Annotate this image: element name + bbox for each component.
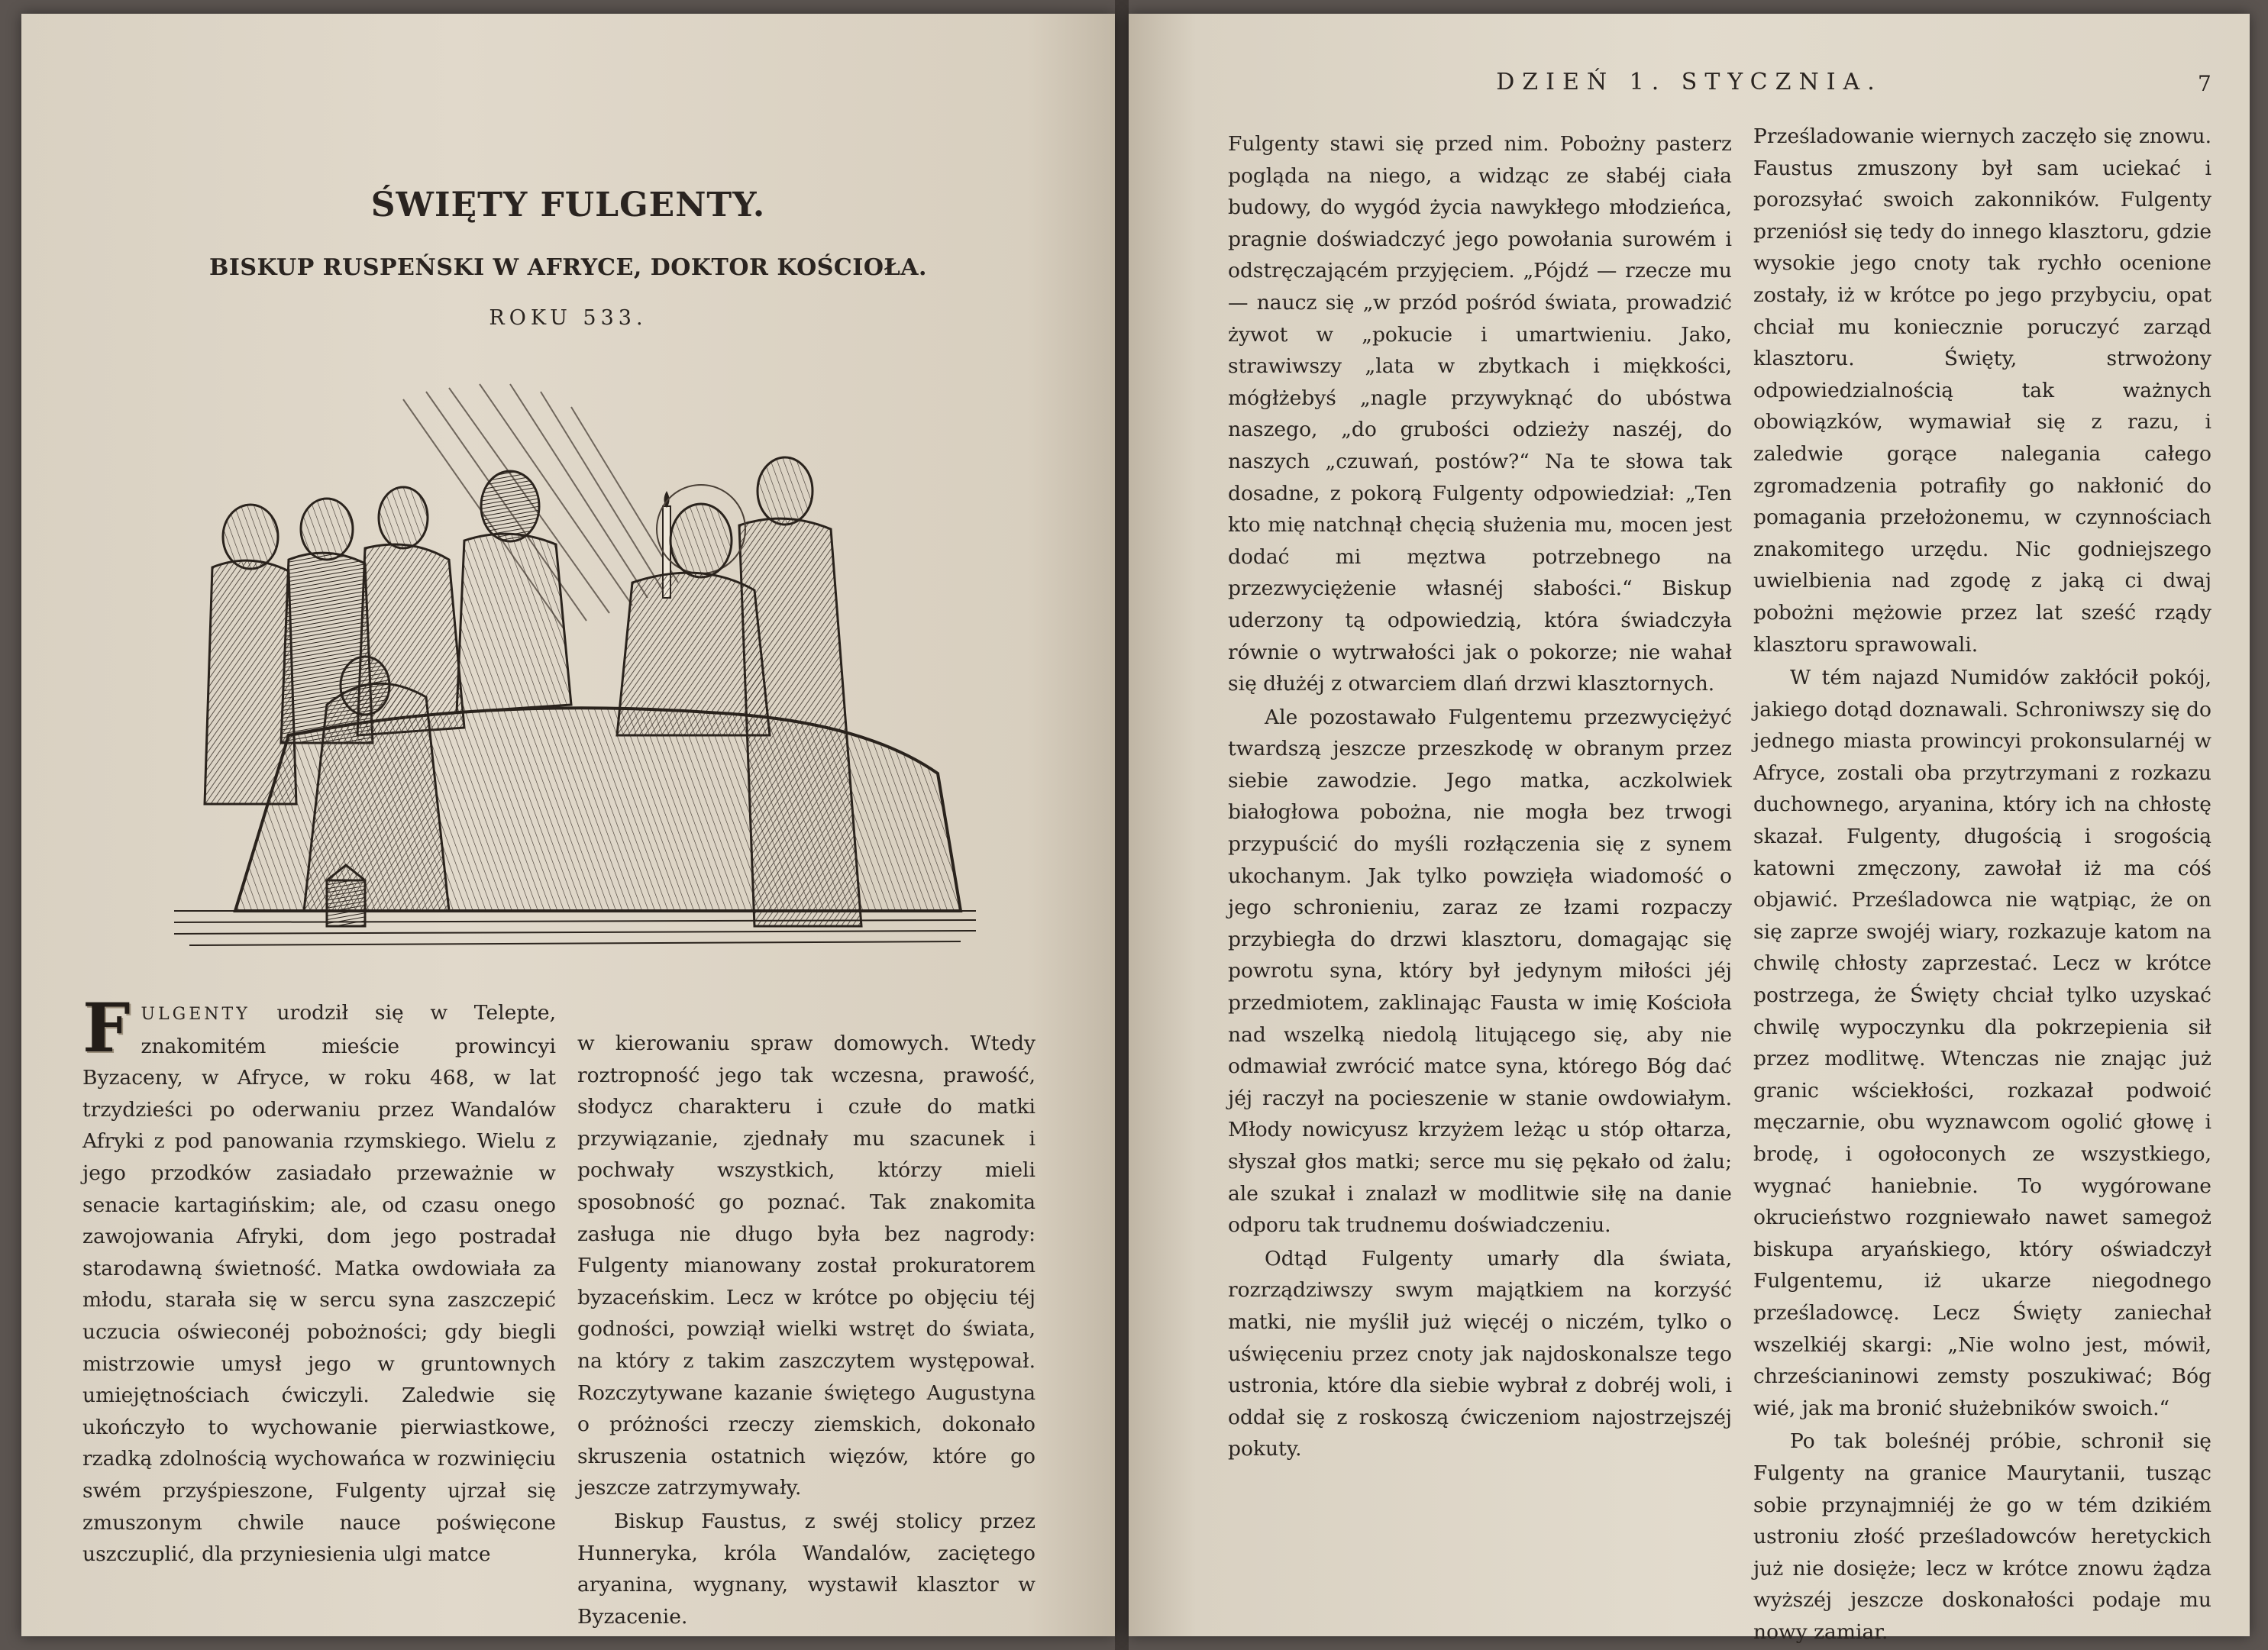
book-gutter	[1115, 0, 1129, 1650]
paragraph: Odtąd Fulgenty umarły dla świata, rozrządziwszy swym majątkiem na korzyść matki, nie myślił już więcéj o niczém, tylko o uświęceniu przez cnoty jak najdoskonalsze tego ustronia, które dla siebie wybrał z dobréj woli, i oddał się z roskoszą ćwiczeniom najostrzejszéj pokuty.	[1228, 1246, 1732, 1461]
paragraph: Ale pozostawało Fulgentemu przezwyciężyć twardszą jeszcze przeszkodę w obranym przez siebie zawodzie. Jego matka, aczkolwiek białogłowa pobożna, nie mogła bez trwogi przypuścić do myśli rozłączenia się z synem ukochanym. Jak tylko powzięła wiadomość o jego schronieniu, zaraz ze łzami rozpaczy przybiegła do drzwi klasztoru, domagając się powrotu syna, który był jedynym miłości jéj przedmiotem, zaklinając Fausta w imię Kościoła nad wszelką niedolą litującego się, aby nie odmawiał zwrócić matce syna, którego Bóg dać jéj raczył na pocieszenie w stanie owdowiałym. Młody nowicyusz krzyżem leżąc u stóp ołtarza, słyszał głos matki; serce mu się pękało od żalu; ale szukał i znalazł w modlitwie siłę na danie odporu tak trudnemu doświadczeniu.	[1228, 705, 1732, 1238]
left-column-1	[82, 988, 556, 1571]
kneeling-figure-head	[341, 657, 389, 715]
right-column-2	[1753, 121, 2211, 1648]
chapter-subtitle: BISKUP RUSPEŃSKI W AFRYCE, DOKTOR KOŚCIOŁA.	[209, 254, 927, 281]
opening-word: ULGENTY	[141, 1005, 250, 1024]
paragraph: w kierowaniu spraw domowych. Wtedy roztropność jego tak wczesna, prawość, słodycz charakteru i czułe do matki przywiązanie, zjednały mu szacunek i pochwały wszystkich, którzy mieli sposobność go poznać. Tak znakomita zasługa nie długo była bez nagrody: Fulgenty mianowany został prokuratorem byzaceńskim. Lecz w krótce po objęciu téj godności, powziął wielki wstręt do świata, na który z takim zaszczytem występował. Rozczytywane kazanie świętego Augustyna o próżności rzeczy ziemskich, dokonało skruszenia ostatnich więzów, które go jeszcze zatrzymywały.	[577, 1032, 1035, 1500]
opening-paragraph	[82, 988, 556, 1571]
paragraph-text: urodził się w Telepte, znakomitém mieście prowincyi Byzaceny, w Afryce, w roku 468, w lat trzydzieści po oderwaniu przez Wandalów Afryki z pod panowania rzymskiego. Wielu z jego przodków zasiadało przeważnie w senacie kartagińskim; ale, od czasu onego zawojowania Afryki, dom jego postradał starodawną świetność. Matka owdowiała za młodu, starała się w sercu syna zaszczepić uczucia oświeconéj pobożności; gdy biegli mistrzowie umysł jego w gruntownych umiejętnościach ćwiczyli. Zaledwie się ukończyło to wychowanie pierwiastkowe, rzadką zdolnością wychowańca w rozwinięciu swém przyśpieszone, Fulgenty ujrzał się zmuszonym chwile nauce poświęcone uszczuplić, dla przyniesienia ulgi matce	[82, 1001, 556, 1567]
paragraph: Biskup Faustus, z swéj stolicy przez Hunneryka, króla Wandalów, zaciętego aryanina, wygnany, wystawił klasztor w Byzacenie.	[577, 1509, 1035, 1629]
right-column-1	[1228, 128, 1732, 1465]
kneeling-figure	[304, 683, 449, 911]
drop-cap-letter: F	[82, 988, 131, 1067]
left-column-2	[577, 1028, 1035, 1632]
paragraph: Po tak boleśnéj próbie, schronił się Fulgenty na granice Maurytanii, tusząc sobie przynajmniéj że go w tém dzikiém ustroniu złość prześladowców heretyckich już nie dosięże; lecz w krótce znowu żądza wyższéj jeszcze doskonałości podaje mu nowy zamiar.	[1753, 1429, 2211, 1644]
left-page	[21, 14, 1115, 1636]
paragraph: W tém najazd Numidów zakłócił pokój, jakiego dotąd doznawali. Schroniwszy się do jednego miasta prowincyi prokonsularnéj w Afryce, zostali oba przytrzymani z rozkazu duchownego, aryanina, który ich na chłostę skazał. Fulgenty, długością i srogością katowni zmęczony, zawołał iż ma cóś objawić. Prześladowca nie wątpiąc, że on się zaprze swojéj wiary, rozkazuje katom na chwilę chłosty zaprzestać. Lecz w krótce postrzega, że Święty chciał tylko uzyskać chwilę wypoczynku dla pokrzepienia sił przez modlitwę. Wtenczas nie znając już granic wściekłości, rozkazał podwoić męczarnie, obu wyznawcom ogolić głowę i brodę, i ogołoconych ze wszystkiego, wygnać haniebnie. To wygórowane okrucieństwo rozgniewało nawet samegoż biskupa aryańskiego, który oświadczył Fulgentemu, iż ukarze niegodnego prześladowcę. Lecz Święty zaniechał wszelkiéj skargi: „Nie wolno jest, mówił, chrześcianinowi zemsty poszukiwać; Bóg wié, jak ma bronić służebników swoich.“	[1753, 666, 2211, 1420]
running-head: DZIEŃ 1. STYCZNIA.	[1496, 69, 1882, 95]
chapter-title: ŚWIĘTY FULGENTY.	[370, 186, 766, 224]
paragraph: Fulgenty stawi się przed nim. Pobożny pasterz pogląda na niego, a widząc ze słabéj ciała budowy, do wygód życia nawykłego młodzieńca, pragnie doświadczyć jego powołania surowém i odstręczającém przyjęciem. „Pójdź — rzecze mu — naucz się „w przód pośród świata, prowadzić żywot w „pokucie i umartwieniu. Jako, strawiwszy „lata w zbytkach i miękkości, mógłżebyś „nagle przywyknąć do ubóstwa naszego, „do grubości odzieży naszéj, do naszych „czuwań, postów?“ Na te słowa tak dosadne, z pokorą Fulgenty odpowiedział: „Ten kto mię natchnął chęcią służenia mu, mocen jest dodać mi męztwa potrzebnego na przezwyciężenie własnéj słabości.“ Biskup uderzony tą odpowiedzią, która świadczyła równie o wytrwałości jak o pokorze; nie wahał się dłużéj z otwarciem dlań drzwi klasztornych.	[1228, 132, 1732, 696]
right-page	[1129, 14, 2250, 1644]
engraving-illustration	[174, 376, 976, 957]
year-line: ROKU 533.	[489, 306, 648, 330]
page-number: 7	[2198, 71, 2211, 96]
paragraph: Prześladowanie wiernych zaczęło się znowu. Faustus zmuszony był sam uciekać i porozsyłać swoich zakonników. Fulgenty przeniósł się tedy do innego klasztoru, gdzie wysokie jego cnoty tak rychło ocenione zostały, iż w krótce po jego przybyciu, opat chciał mu koniecznie poruczyć zarząd klasztoru. Święty, strwożony odpowiedzialnością tak ważnych obowiązków, wymawiał się z razu, i zaledwie gorące nalegania całego zgromadzenia potrafiły go nakłonić do pomagania przełożonemu, w czynnościach znakomitego urzędu. Nic godniejszego uwielbienia nad zgodę z jaką ci dwaj pobożni mężowie przez lat sześć rządy klasztoru sprawowali.	[1753, 124, 2211, 657]
